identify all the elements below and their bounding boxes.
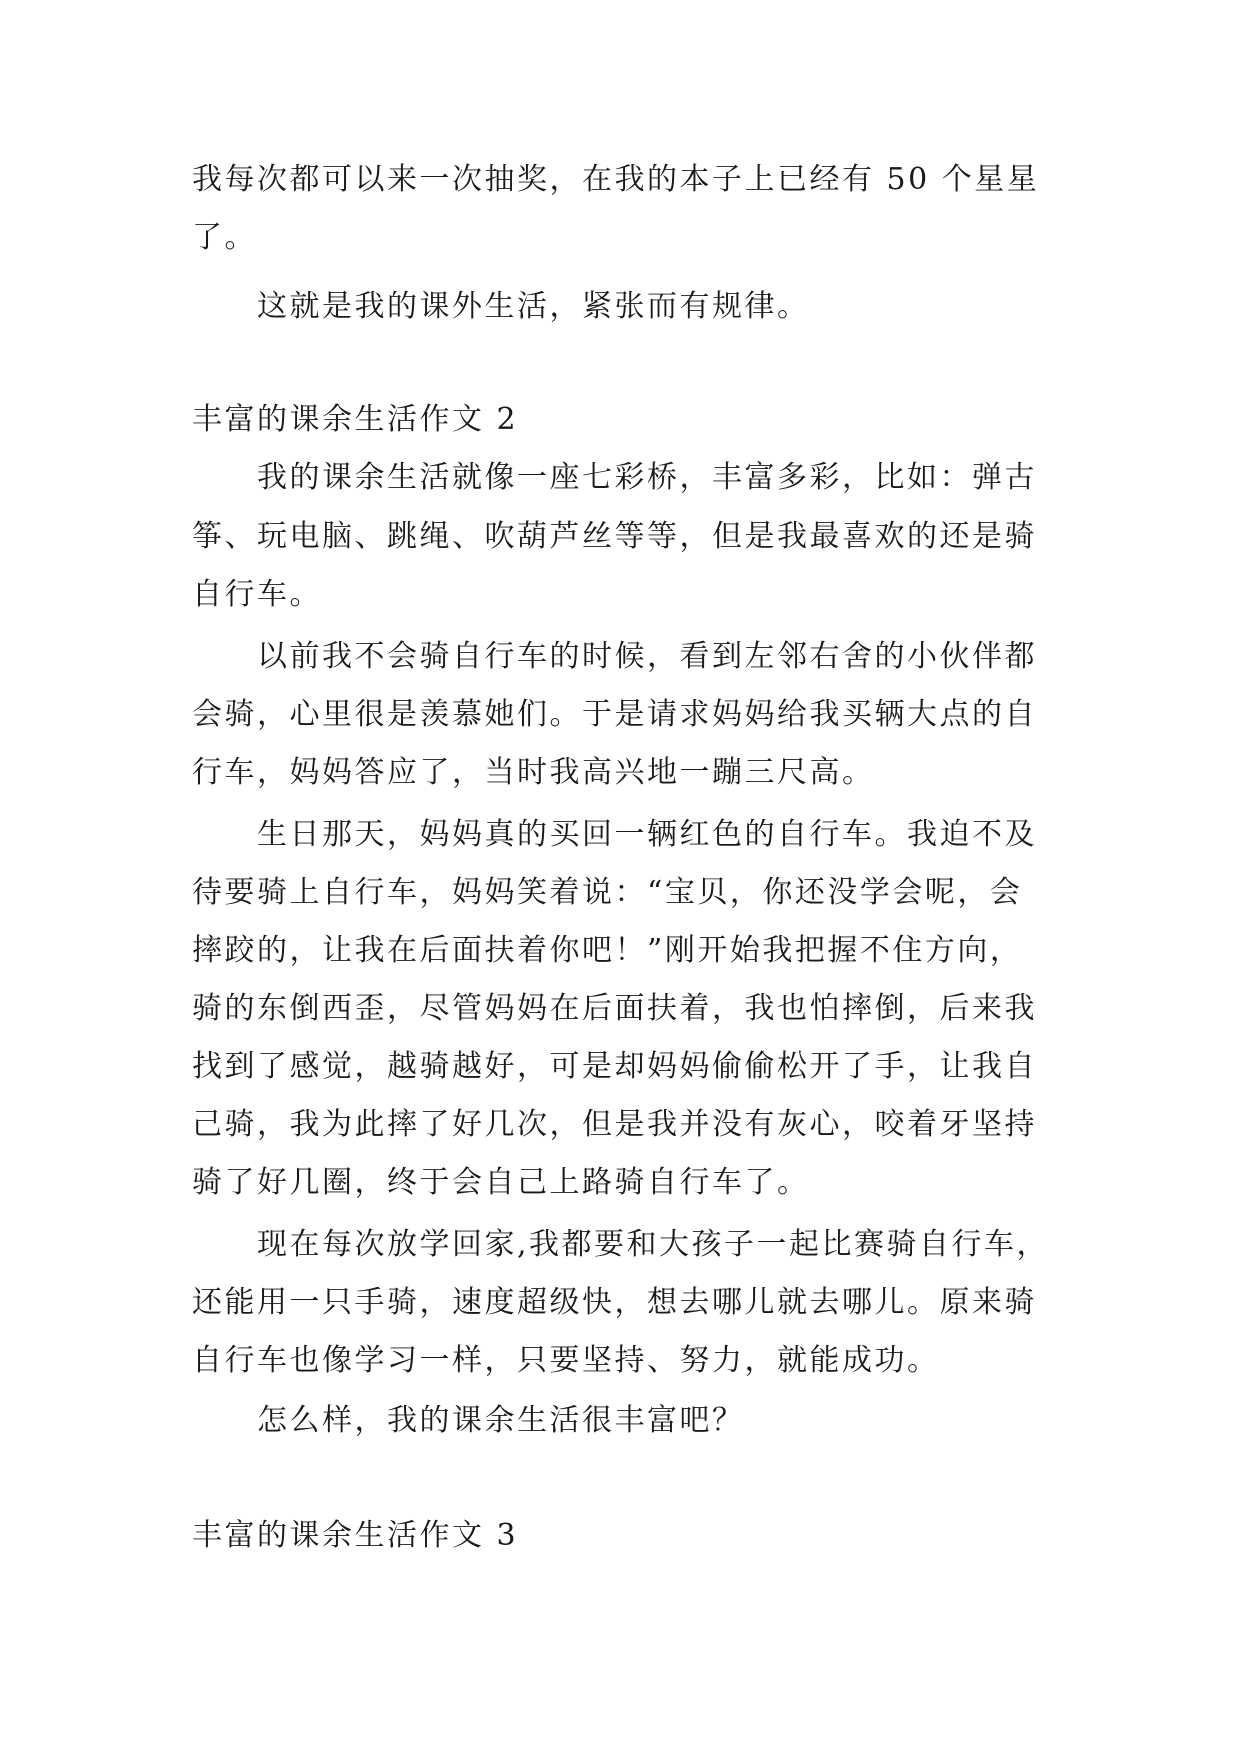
paragraph-line: 行车，妈妈答应了，当时我高兴地一蹦三尺高。 [192,755,875,790]
paragraph-line: 筝、玩电脑、跳绳、吹葫芦丝等等，但是我最喜欢的还是骑 [192,519,1037,554]
paragraph-line: 骑的东倒西歪，尽管妈妈在后面扶着，我也怕摔倒，后来我 [192,991,1037,1026]
paragraph-line: 自行车也像学习一样，只要坚持、努力，就能成功。 [192,1343,940,1378]
paragraph-line: 找到了感觉，越骑越好，可是却妈妈偷偷松开了手，让我自 [192,1049,1037,1084]
paragraph-line: 还能用一只手骑，速度超级快，想去哪儿就去哪儿。原来骑 [192,1285,1037,1320]
paragraph-line: 以前我不会骑自行车的时候，看到左邻右舍的小伙伴都 [257,639,1037,674]
paragraph-line: 我每次都可以来一次抽奖，在我的本子上已经有 50 个星星 [192,162,1040,197]
paragraph-line: 骑了好几圈，终于会自己上路骑自行车了。 [192,1165,810,1200]
section-title: 丰富的课余生活作文 2 [192,402,519,437]
paragraph-line: 摔跤的，让我在后面扶着你吧！”刚开始我把握不住方向， [192,933,1023,968]
section-title: 丰富的课余生活作文 3 [192,1518,519,1553]
paragraph-line: 生日那天，妈妈真的买回一辆红色的自行车。我迫不及 [257,817,1037,852]
paragraph-line: 怎么样，我的课余生活很丰富吧？ [257,1403,745,1438]
paragraph-line: 会骑，心里很是羡慕她们。于是请求妈妈给我买辆大点的自 [192,697,1037,732]
paragraph-line: 己骑，我为此摔了好几次，但是我并没有灰心，咬着牙坚持 [192,1107,1037,1142]
paragraph-line: 自行车。 [192,577,322,612]
paragraph-line: 这就是我的课外生活，紧张而有规律。 [257,289,810,324]
paragraph-line: 了。 [192,220,257,255]
paragraph-line: 现在每次放学回家,我都要和大孩子一起比赛骑自行车， [257,1227,1050,1262]
paragraph-line: 待要骑上自行车，妈妈笑着说：“宝贝，你还没学会呢，会 [192,875,1023,910]
paragraph-line: 我的课余生活就像一座七彩桥，丰富多彩，比如：弹古 [257,460,1037,495]
